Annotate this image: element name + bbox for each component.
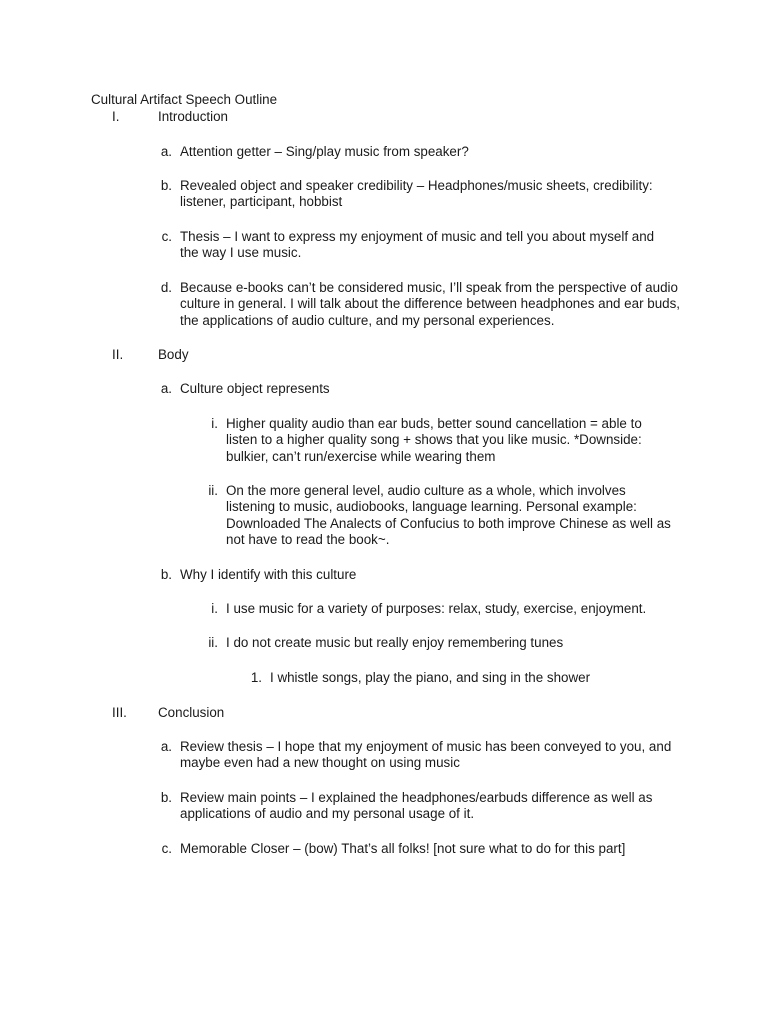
item-text: Review main points – I explained the headphones/earbuds difference as well as applications of audio and my personal usage of it. bbox=[180, 790, 653, 822]
item-marker: c. bbox=[161, 841, 172, 856]
item-text: Culture object represents bbox=[180, 381, 330, 396]
item-marker: c. bbox=[161, 229, 172, 244]
item-marker: i. bbox=[211, 601, 218, 616]
item-text: I do not create music but really enjoy remembering tunes bbox=[226, 635, 564, 650]
item-marker: a. bbox=[160, 739, 172, 754]
item-text: Revealed object and speaker credibility – Headphones/music sheets, credibility: listener, participant, hobbist bbox=[180, 178, 653, 210]
item-marker: 1. bbox=[250, 670, 262, 685]
section-heading: Introduction bbox=[158, 109, 228, 124]
item-marker: ii. bbox=[208, 483, 218, 498]
item-text: Attention getter – Sing/play music from speaker? bbox=[180, 144, 469, 159]
section-number: II. bbox=[112, 347, 124, 362]
item-marker: ii. bbox=[208, 635, 218, 650]
item-text: Memorable Closer – (bow) That’s all folks! [not sure what to do for this part] bbox=[180, 841, 626, 856]
item-marker: b. bbox=[160, 790, 172, 805]
item-marker: i. bbox=[211, 416, 218, 431]
item-text: Higher quality audio than ear buds, better sound cancellation = able to listen to a higher quality song + shows that you like music. *Downside: bulkier, can’t run/exercise while wearing them bbox=[226, 416, 642, 464]
section-heading: Conclusion bbox=[158, 705, 225, 720]
section-number: III. bbox=[112, 705, 127, 720]
document-title: Cultural Artifact Speech Outline bbox=[91, 92, 278, 107]
item-marker: b. bbox=[160, 178, 172, 193]
item-text: I use music for a variety of purposes: relax, study, exercise, enjoyment. bbox=[226, 601, 647, 616]
section-heading: Body bbox=[158, 347, 189, 362]
item-marker: a. bbox=[160, 144, 172, 159]
item-marker: b. bbox=[160, 567, 172, 582]
item-text: I whistle songs, play the piano, and sing in the shower bbox=[270, 670, 591, 685]
item-marker: a. bbox=[160, 381, 172, 396]
item-text: Review thesis – I hope that my enjoyment of music has been conveyed to you, and maybe even had a new thought on using music bbox=[180, 739, 672, 771]
item-text: On the more general level, audio culture as a whole, which involves listening to music, audiobooks, language learning. Personal example: Downloaded The Analects of Confucius to both improve Chinese as well as not have to read the book~. bbox=[226, 483, 671, 548]
item-text: Because e-books can’t be considered music, I’ll speak from the perspective of audio culture in general. I will talk about the difference between headphones and ear buds, the applications of audio culture, and my personal experiences. bbox=[180, 280, 681, 328]
section-number: I. bbox=[112, 109, 120, 124]
item-text: Why I identify with this culture bbox=[180, 567, 357, 582]
item-marker: d. bbox=[160, 280, 172, 295]
item-text: Thesis – I want to express my enjoyment of music and tell you about myself and the way I use music. bbox=[180, 229, 655, 261]
